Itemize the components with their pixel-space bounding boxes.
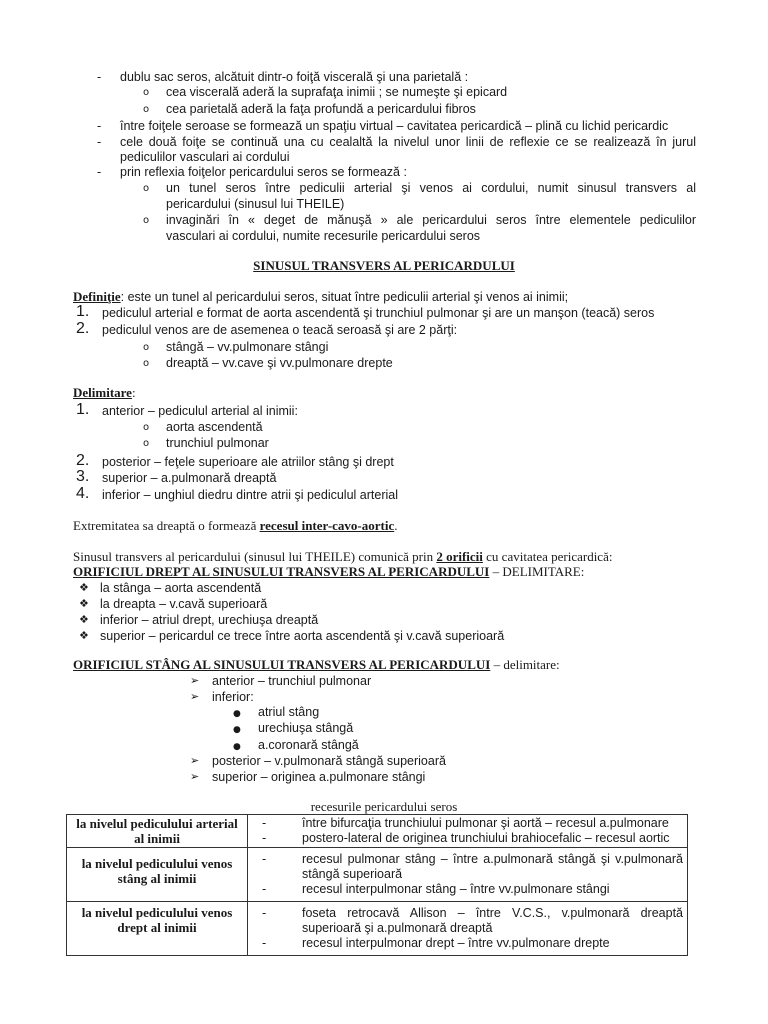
- right-orifice-heading: ORIFICIUL DREPT AL SINUSULUI TRANSVERS AL PERICARDULUI – DELIMITARE:: [73, 564, 585, 579]
- table-row-header: la nivelul pediculului venos stâng al inimii: [67, 848, 248, 902]
- list-number: 2.: [76, 452, 90, 469]
- communication-paragraph: Sinusul transvers al pericardului (sinusul lui THEILE) comunică prin 2 orificii cu cavitatea pericardică:: [73, 549, 613, 564]
- diamond-bullet-icon: ❖: [79, 581, 89, 594]
- definition-item-1: pediculul arterial e format de aorta ascendentă şi trunchiul pulmonar şi are un manşon (teacă) seros: [102, 306, 655, 320]
- intro-item-4-sub-1-line-2: pericardului (sinusul lui THEILE): [166, 197, 345, 211]
- list-dash: -: [97, 135, 102, 149]
- table-item: - recesul interpulmonar drept – între vv.pulmonare drepte: [262, 936, 610, 950]
- list-circle: o: [143, 342, 150, 353]
- diamond-bullet-icon: ❖: [79, 597, 89, 610]
- table-item: - postero-lateral de originea trunchiului brahiocefalic – recesul aortic: [262, 831, 670, 845]
- left-orifice-inferior-sub-3: a.coronară stângă: [258, 738, 359, 752]
- extremity-paragraph: Extremitatea sa dreaptă o formează recesul inter-cavo-aortic.: [73, 518, 398, 533]
- right-orifice-item-2: la dreapta – v.cavă superioară: [100, 597, 268, 611]
- list-number: 1.: [76, 303, 90, 320]
- list-number: 1.: [76, 401, 90, 418]
- definition-item-2-sub-1: stângă – vv.pulmonare stângi: [166, 340, 329, 354]
- left-orifice-item-inferior: inferior:: [212, 690, 254, 704]
- left-orifice-item-anterior: anterior – trunchiul pulmonar: [212, 674, 372, 688]
- delimitare-item-1-sub-1: aorta ascendentă: [166, 420, 263, 434]
- table-row-header: la nivelul pediculului venos drept al inimii: [67, 902, 248, 956]
- definition-item-2: pediculul venos are de asemenea o teacă seroasă şi are 2 părţi:: [102, 323, 458, 337]
- table-cell: [248, 902, 688, 956]
- list-circle: o: [143, 422, 150, 433]
- list-number: 3.: [76, 468, 90, 485]
- arrow-bullet-icon: ➢: [190, 690, 200, 703]
- intro-item-1-sub-1: cea viscerală aderă la suprafaţa inimii ; se numeşte şi epicard: [166, 85, 508, 99]
- table-row: [67, 848, 688, 902]
- intro-item-4-sub-2-line-1: invaginări în « deget de mănuşă » ale pericardului seros între elementele pediculilor: [166, 213, 696, 227]
- intro-item-2: între foiţele seroase se formează un spaţiu virtual – cavitatea pericardică – plină cu lichid pericardic: [120, 119, 669, 133]
- table-item: - între bifurcaţia trunchiului pulmonar şi aortă – recesul a.pulmonare: [262, 816, 669, 830]
- intro-item-1: dublu sac seros, alcătuit dintr-o foiţă viscerală şi una parietală :: [120, 70, 469, 84]
- list-circle: o: [143, 438, 150, 449]
- left-orifice-inferior-sub-2: urechiuşa stângă: [258, 721, 354, 735]
- list-dash: -: [97, 70, 102, 84]
- left-orifice-heading: ORIFICIUL STÂNG AL SINUSULUI TRANSVERS AL PERICARDULUI – delimitare:: [73, 657, 560, 672]
- table-caption: recesurile pericardului seros: [310, 799, 458, 814]
- delimitare-colon: :: [131, 385, 136, 400]
- table-row-header: la nivelul pediculului arterial al inimii: [67, 815, 248, 848]
- list-dash: -: [97, 165, 102, 179]
- two-orifices-term: 2 orificii: [436, 549, 483, 564]
- table-item: - recesul interpulmonar stâng – între vv.pulmonare stângi: [262, 882, 610, 896]
- intro-item-4-sub-1-line-1: un tunel seros între pediculii arterial şi venos ai cordului, numit sinusul transvers al: [166, 181, 696, 195]
- delimitare-item-4: inferior – unghiul diedru dintre atrii şi pediculul arterial: [102, 488, 398, 502]
- intro-item-4: prin reflexia foiţelor pericardului seros se formează :: [120, 165, 407, 179]
- table-item: - foseta retrocavă Allison – între V.C.S., v.pulmonară dreaptă superioară şi a.pulmonară dreaptă: [262, 906, 683, 935]
- right-orifice-title: ORIFICIUL DREPT AL SINUSULUI TRANSVERS AL PERICARDULUI: [73, 564, 490, 579]
- right-orifice-item-1: la stânga – aorta ascendentă: [100, 581, 262, 595]
- definition-item-2-sub-2: dreaptă – vv.cave şi vv.pulmonare drepte: [166, 356, 393, 370]
- intro-item-1-sub-2: cea parietală aderă la faţa profundă a pericardului fibros: [166, 102, 476, 116]
- table-item: - recesul pulmonar stâng – între a.pulmonară stângă şi v.pulmonară stângă superioară: [262, 852, 683, 881]
- dot-bullet-icon: ●: [233, 725, 241, 735]
- list-number: 4.: [76, 485, 90, 502]
- arrow-bullet-icon: ➢: [190, 674, 200, 687]
- section-title: SINUSUL TRANSVERS AL PERICARDULUI: [253, 258, 515, 273]
- list-circle: o: [143, 87, 150, 98]
- inter-cavo-aortic-term: recesul inter-cavo-aortic: [259, 518, 395, 533]
- list-circle: o: [143, 183, 150, 194]
- table-row: [67, 902, 688, 956]
- diamond-bullet-icon: ❖: [79, 629, 89, 642]
- left-orifice-item-posterior: posterior – v.pulmonară stângă superioară: [212, 754, 446, 768]
- right-orifice-item-4: superior – pericardul ce trece între aorta ascendentă şi v.cavă superioară: [100, 629, 505, 643]
- recess-table: [66, 814, 688, 956]
- left-orifice-item-superior: superior – originea a.pulmonare stângi: [212, 770, 426, 784]
- definition-label: Definiţie: [73, 289, 121, 304]
- list-circle: o: [143, 358, 150, 369]
- dot-bullet-icon: ●: [233, 742, 241, 752]
- right-orifice-item-3: inferior – atriul drept, urechiuşa dreaptă: [100, 613, 319, 627]
- list-number: 2.: [76, 320, 90, 337]
- diamond-bullet-icon: ❖: [79, 613, 89, 626]
- table-cell: [248, 848, 688, 902]
- intro-item-4-sub-2-line-2: vasculari ai cordului, numite recesurile pericardului seros: [166, 229, 481, 243]
- arrow-bullet-icon: ➢: [190, 770, 200, 783]
- arrow-bullet-icon: ➢: [190, 754, 200, 767]
- delimitare-item-2: posterior – feţele superioare ale atriilor stâng şi drept: [102, 455, 394, 469]
- intro-item-3-line-1: cele două foiţe se continuă una cu cealaltă la nivelul unor linii de reflexie ce se realizează în jurul: [120, 135, 696, 149]
- dot-bullet-icon: ●: [233, 709, 241, 719]
- delimitare-item-3: superior – a.pulmonară dreaptă: [102, 471, 277, 485]
- list-dash: -: [97, 119, 102, 133]
- delimitare-item-1: anterior – pediculul arterial al inimii:: [102, 404, 298, 418]
- definition-text: : este un tunel al pericardului seros, situat între pediculii arterial şi venos ai inimii;: [120, 290, 569, 304]
- left-orifice-inferior-sub-1: atriul stâng: [258, 705, 320, 719]
- table-cell: [248, 815, 688, 848]
- list-circle: o: [143, 215, 150, 226]
- delimitare-item-1-sub-2: trunchiul pulmonar: [166, 436, 269, 450]
- list-circle: o: [143, 104, 150, 115]
- table-row: [67, 815, 688, 848]
- intro-item-3-line-2: pediculilor vasculari ai cordului: [120, 150, 290, 164]
- left-orifice-title: ORIFICIUL STÂNG AL SINUSULUI TRANSVERS AL PERICARDULUI: [73, 657, 491, 672]
- delimitare-label: Delimitare: [73, 385, 132, 400]
